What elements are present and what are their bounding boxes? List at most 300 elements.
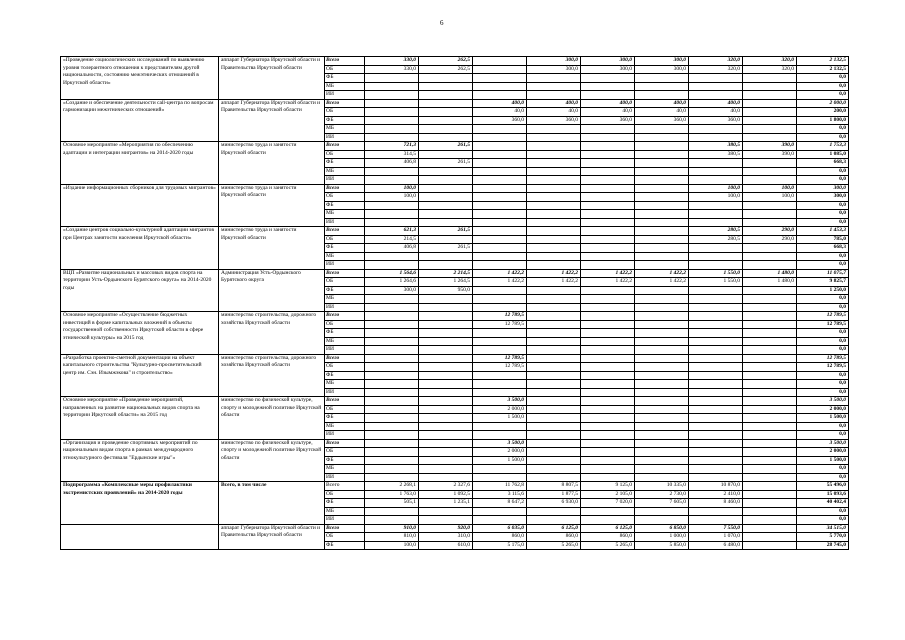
funding-source: ИИ [325, 388, 365, 397]
year-value-cell: 10 870,0 [689, 482, 743, 491]
year-value-cell: 261,5 [419, 142, 473, 151]
funding-source: ОБ [325, 448, 365, 457]
year-value-cell [419, 414, 473, 423]
table-row [61, 482, 849, 491]
funding-source: МБ [325, 82, 365, 91]
year-value-cell: 1 422,2 [473, 269, 527, 278]
year-value-cell [365, 218, 419, 227]
year-value-cell [581, 227, 635, 236]
year-value-cell [581, 354, 635, 363]
year-value-cell [365, 261, 419, 270]
year-value-cell [743, 244, 797, 253]
total-cell: 0,0 [797, 507, 849, 516]
year-value-cell [473, 159, 527, 168]
year-value-cell [419, 99, 473, 108]
year-value-cell [527, 354, 581, 363]
year-value-cell [419, 295, 473, 304]
year-value-cell [419, 380, 473, 389]
year-value-cell [635, 312, 689, 321]
year-value-cell: 8 460,0 [689, 499, 743, 508]
year-value-cell: 290,0 [743, 227, 797, 236]
year-value-cell [419, 201, 473, 210]
year-value-cell: 40,0 [581, 108, 635, 117]
funding-source: ИИ [325, 176, 365, 185]
funding-source: ОБ [325, 108, 365, 117]
year-value-cell: 1 500,0 [473, 414, 527, 423]
year-value-cell [365, 252, 419, 261]
year-value-cell: 214,5 [365, 235, 419, 244]
year-value-cell [527, 371, 581, 380]
total-cell: 9 825,7 [797, 278, 849, 287]
funding-source: ИИ [325, 261, 365, 270]
year-value-cell [581, 320, 635, 329]
year-value-cell [365, 116, 419, 125]
year-value-cell [473, 516, 527, 525]
year-value-cell: 406,8 [365, 159, 419, 168]
year-value-cell [419, 116, 473, 125]
year-value-cell: 406,8 [365, 244, 419, 253]
year-value-cell: 300,0 [635, 57, 689, 66]
table-row [61, 312, 849, 321]
funding-source: Всего [325, 482, 365, 491]
year-value-cell [365, 371, 419, 380]
year-value-cell [635, 218, 689, 227]
funding-source: Всего [325, 354, 365, 363]
year-value-cell [473, 252, 527, 261]
total-cell: 0,0 [797, 125, 849, 134]
total-cell: 0,0 [797, 465, 849, 474]
total-cell: 11 075,7 [797, 269, 849, 278]
year-value-cell: 3 115,6 [473, 490, 527, 499]
year-value-cell: 6 480,0 [689, 541, 743, 550]
funding-source: МБ [325, 465, 365, 474]
funding-source: МБ [325, 252, 365, 261]
year-value-cell: 8 807,5 [527, 482, 581, 491]
year-value-cell [527, 91, 581, 100]
funding-source: ФБ [325, 456, 365, 465]
year-value-cell: 950,0 [419, 286, 473, 295]
year-value-cell: 330,0 [365, 57, 419, 66]
year-value-cell [743, 397, 797, 406]
year-value-cell: 320,0 [743, 65, 797, 74]
year-value-cell [419, 82, 473, 91]
year-value-cell: 6 035,0 [473, 524, 527, 533]
table-row [61, 142, 849, 151]
year-value-cell: 100,0 [365, 541, 419, 550]
year-value-cell: 100,0 [365, 193, 419, 202]
funding-source: МБ [325, 295, 365, 304]
funding-source: ИИ [325, 218, 365, 227]
year-value-cell [581, 329, 635, 338]
year-value-cell [689, 218, 743, 227]
year-value-cell [635, 227, 689, 236]
total-cell: 0,0 [797, 201, 849, 210]
responsible-executor: аппарат Губернатора Иркутской области и Правительства Иркутской области [219, 99, 325, 142]
year-value-cell: 1 092,5 [419, 490, 473, 499]
year-value-cell [365, 312, 419, 321]
total-cell: 2 000,0 [797, 405, 849, 414]
year-value-cell [365, 380, 419, 389]
year-value-cell [635, 456, 689, 465]
funding-source: ФБ [325, 244, 365, 253]
year-value-cell: 6 850,0 [635, 524, 689, 533]
year-value-cell [581, 193, 635, 202]
year-value-cell: 360,0 [689, 116, 743, 125]
year-value-cell [365, 516, 419, 525]
year-value-cell [743, 482, 797, 491]
year-value-cell: 40,0 [473, 108, 527, 117]
year-value-cell [419, 176, 473, 185]
year-value-cell [635, 295, 689, 304]
year-value-cell [581, 210, 635, 219]
year-value-cell [743, 286, 797, 295]
year-value-cell [527, 252, 581, 261]
funding-source: ФБ [325, 329, 365, 338]
funding-source: ФБ [325, 159, 365, 168]
total-cell: 3 500,0 [797, 397, 849, 406]
year-value-cell [743, 533, 797, 542]
year-value-cell [527, 235, 581, 244]
year-value-cell [365, 74, 419, 83]
year-value-cell [419, 516, 473, 525]
year-value-cell: 7 020,0 [581, 499, 635, 508]
year-value-cell: 6 930,0 [527, 499, 581, 508]
total-cell: 1 250,0 [797, 286, 849, 295]
year-value-cell [635, 91, 689, 100]
activity-name: Основное мероприятие «Мероприятия по обеспечению адаптации и интеграции мигрантов» на 2014-2020 годы [61, 142, 219, 185]
year-value-cell [419, 448, 473, 457]
year-value-cell: 610,0 [419, 541, 473, 550]
year-value-cell [635, 125, 689, 134]
year-value-cell [689, 380, 743, 389]
year-value-cell [689, 516, 743, 525]
year-value-cell [581, 303, 635, 312]
year-value-cell [635, 380, 689, 389]
year-value-cell: 7 550,0 [689, 524, 743, 533]
total-cell: 2 000,0 [797, 448, 849, 457]
year-value-cell [419, 252, 473, 261]
table-row [61, 524, 849, 533]
year-value-cell [365, 210, 419, 219]
year-value-cell [689, 133, 743, 142]
total-cell: 1 800,0 [797, 116, 849, 125]
year-value-cell [743, 74, 797, 83]
year-value-cell [743, 329, 797, 338]
activity-name: Основное мероприятие «Проведение мероприятий, направленных на развитие национальных видов спорта на территории Иркутской области» на 2015 год [61, 397, 219, 440]
year-value-cell [527, 210, 581, 219]
year-value-cell [581, 507, 635, 516]
year-value-cell [473, 167, 527, 176]
year-value-cell [473, 74, 527, 83]
year-value-cell [473, 210, 527, 219]
year-value-cell [743, 524, 797, 533]
year-value-cell [743, 303, 797, 312]
year-value-cell [581, 439, 635, 448]
year-value-cell [689, 448, 743, 457]
total-cell: 2 132,5 [797, 65, 849, 74]
year-value-cell [365, 465, 419, 474]
year-value-cell [635, 142, 689, 151]
funding-source: ФБ [325, 499, 365, 508]
year-value-cell: 12 789,5 [473, 312, 527, 321]
funding-source: Всего [325, 524, 365, 533]
year-value-cell: 300,0 [581, 65, 635, 74]
total-cell: 55 496,0 [797, 482, 849, 491]
year-value-cell [365, 108, 419, 117]
year-value-cell [527, 397, 581, 406]
year-value-cell [473, 193, 527, 202]
year-value-cell [365, 397, 419, 406]
year-value-cell [473, 371, 527, 380]
year-value-cell [689, 167, 743, 176]
year-value-cell [527, 150, 581, 159]
year-value-cell [581, 516, 635, 525]
year-value-cell: 5 850,0 [635, 541, 689, 550]
activity-name: «Создание и обеспечение деятельности call-центра по вопросам гармонизации межэтнических отношений» [61, 99, 219, 142]
year-value-cell [689, 431, 743, 440]
year-value-cell: 1 877,5 [527, 490, 581, 499]
year-value-cell [581, 133, 635, 142]
year-value-cell [365, 91, 419, 100]
total-cell: 0,0 [797, 422, 849, 431]
responsible-executor: Всего, в том числе [219, 482, 325, 525]
year-value-cell [689, 320, 743, 329]
year-value-cell: 261,5 [419, 159, 473, 168]
year-value-cell [743, 371, 797, 380]
total-cell: 3 500,0 [797, 439, 849, 448]
year-value-cell [527, 388, 581, 397]
year-value-cell [581, 346, 635, 355]
year-value-cell [419, 465, 473, 474]
year-value-cell [743, 354, 797, 363]
total-cell: 1 500,0 [797, 456, 849, 465]
year-value-cell [581, 312, 635, 321]
year-value-cell [635, 448, 689, 457]
funding-source: ОБ [325, 363, 365, 372]
responsible-executor: министерство строительства, дорожного хозяйства Иркутской области [219, 312, 325, 355]
funding-source: Всего [325, 312, 365, 321]
year-value-cell [419, 91, 473, 100]
year-value-cell [581, 456, 635, 465]
year-value-cell: 6 125,0 [581, 524, 635, 533]
year-value-cell [743, 516, 797, 525]
year-value-cell [581, 125, 635, 134]
funding-source: Всего [325, 269, 365, 278]
year-value-cell [689, 507, 743, 516]
year-value-cell [365, 303, 419, 312]
total-cell: 2 132,5 [797, 57, 849, 66]
year-value-cell [689, 465, 743, 474]
year-value-cell: 400,0 [581, 99, 635, 108]
year-value-cell: 100,0 [743, 193, 797, 202]
year-value-cell [527, 422, 581, 431]
year-value-cell [743, 312, 797, 321]
year-value-cell [365, 388, 419, 397]
year-value-cell [419, 507, 473, 516]
year-value-cell [473, 125, 527, 134]
year-value-cell [581, 167, 635, 176]
funding-source: ОБ [325, 320, 365, 329]
year-value-cell [527, 456, 581, 465]
year-value-cell [365, 363, 419, 372]
funding-source: МБ [325, 422, 365, 431]
year-value-cell [473, 303, 527, 312]
funding-source: Всего [325, 142, 365, 151]
funding-source: ОБ [325, 490, 365, 499]
year-value-cell [527, 380, 581, 389]
year-value-cell [365, 320, 419, 329]
year-value-cell: 12 789,5 [473, 363, 527, 372]
year-value-cell: 5 265,0 [581, 541, 635, 550]
funding-source: ОБ [325, 65, 365, 74]
year-value-cell [581, 184, 635, 193]
year-value-cell [635, 201, 689, 210]
year-value-cell [743, 490, 797, 499]
year-value-cell [473, 286, 527, 295]
year-value-cell: 380,5 [689, 150, 743, 159]
year-value-cell [527, 74, 581, 83]
total-cell: 0,0 [797, 210, 849, 219]
year-value-cell: 3 500,0 [473, 397, 527, 406]
year-value-cell [419, 337, 473, 346]
year-value-cell: 10 335,0 [635, 482, 689, 491]
year-value-cell: 2 327,6 [419, 482, 473, 491]
year-value-cell [581, 422, 635, 431]
year-value-cell [689, 346, 743, 355]
year-value-cell [419, 439, 473, 448]
year-value-cell [743, 99, 797, 108]
year-value-cell [419, 473, 473, 482]
year-value-cell: 1 422,2 [635, 278, 689, 287]
year-value-cell: 1 422,2 [527, 278, 581, 287]
year-value-cell [527, 473, 581, 482]
year-value-cell [473, 388, 527, 397]
funding-source: МБ [325, 380, 365, 389]
year-value-cell [419, 320, 473, 329]
year-value-cell [527, 261, 581, 270]
funding-source: ИИ [325, 91, 365, 100]
year-value-cell: 721,3 [365, 142, 419, 151]
year-value-cell [689, 363, 743, 372]
total-cell: 0,0 [797, 388, 849, 397]
year-value-cell [689, 295, 743, 304]
year-value-cell: 920,0 [419, 524, 473, 533]
total-cell: 12 789,5 [797, 354, 849, 363]
year-value-cell [581, 159, 635, 168]
year-value-cell [581, 363, 635, 372]
year-value-cell [581, 235, 635, 244]
total-cell: 12 789,5 [797, 312, 849, 321]
year-value-cell [365, 125, 419, 134]
funding-source: ОБ [325, 533, 365, 542]
year-value-cell [689, 201, 743, 210]
year-value-cell [527, 295, 581, 304]
year-value-cell [581, 142, 635, 151]
year-value-cell [689, 244, 743, 253]
year-value-cell [635, 159, 689, 168]
year-value-cell: 100,0 [743, 184, 797, 193]
total-cell: 2 000,0 [797, 99, 849, 108]
year-value-cell [743, 201, 797, 210]
year-value-cell: 6 125,0 [527, 524, 581, 533]
year-value-cell: 262,5 [419, 65, 473, 74]
year-value-cell [419, 422, 473, 431]
year-value-cell [581, 465, 635, 474]
year-value-cell [581, 91, 635, 100]
year-value-cell [527, 448, 581, 457]
year-value-cell: 810,0 [365, 533, 419, 542]
year-value-cell [419, 74, 473, 83]
year-value-cell [419, 210, 473, 219]
funding-source: Всего [325, 57, 365, 66]
year-value-cell [581, 252, 635, 261]
funding-source: ИИ [325, 346, 365, 355]
activity-name: «Издание информационных сборников для трудовых мигрантов» [61, 184, 219, 227]
year-value-cell: 2 000,0 [473, 405, 527, 414]
year-value-cell: 100,0 [689, 193, 743, 202]
year-value-cell [689, 414, 743, 423]
year-value-cell [635, 329, 689, 338]
year-value-cell [473, 142, 527, 151]
year-value-cell [743, 125, 797, 134]
total-cell: 0,0 [797, 337, 849, 346]
year-value-cell: 860,0 [581, 533, 635, 542]
year-value-cell [743, 210, 797, 219]
year-value-cell: 1 422,2 [581, 278, 635, 287]
year-value-cell [419, 167, 473, 176]
year-value-cell [527, 303, 581, 312]
year-value-cell [527, 516, 581, 525]
year-value-cell [635, 252, 689, 261]
funding-source: Всего [325, 99, 365, 108]
total-cell: 0,0 [797, 346, 849, 355]
year-value-cell [473, 431, 527, 440]
total-cell: 0,0 [797, 380, 849, 389]
year-value-cell [473, 244, 527, 253]
year-value-cell: 910,0 [365, 524, 419, 533]
year-value-cell [689, 473, 743, 482]
table-row [61, 354, 849, 363]
total-cell: 0,0 [797, 303, 849, 312]
year-value-cell [419, 363, 473, 372]
year-value-cell [635, 397, 689, 406]
year-value-cell [689, 354, 743, 363]
year-value-cell: 1 422,2 [473, 278, 527, 287]
year-value-cell [473, 337, 527, 346]
year-value-cell: 8 647,2 [473, 499, 527, 508]
year-value-cell [635, 388, 689, 397]
year-value-cell [689, 176, 743, 185]
year-value-cell [527, 159, 581, 168]
year-value-cell [527, 329, 581, 338]
year-value-cell [581, 405, 635, 414]
year-value-cell: 320,0 [689, 57, 743, 66]
year-value-cell [365, 354, 419, 363]
year-value-cell [473, 150, 527, 159]
year-value-cell: 300,0 [581, 57, 635, 66]
year-value-cell: 621,3 [365, 227, 419, 236]
activity-name: «Разработка проектно-сметной документации на объект капитального строительства "Культурно-просветительский центр им. Сэн. Изымжэкова" и строительство» [61, 354, 219, 397]
year-value-cell [527, 227, 581, 236]
total-cell: 34 515,0 [797, 524, 849, 533]
year-value-cell [527, 82, 581, 91]
year-value-cell [689, 405, 743, 414]
year-value-cell [527, 142, 581, 151]
year-value-cell [527, 507, 581, 516]
year-value-cell [473, 227, 527, 236]
year-value-cell [581, 388, 635, 397]
total-cell: 1 500,0 [797, 414, 849, 423]
